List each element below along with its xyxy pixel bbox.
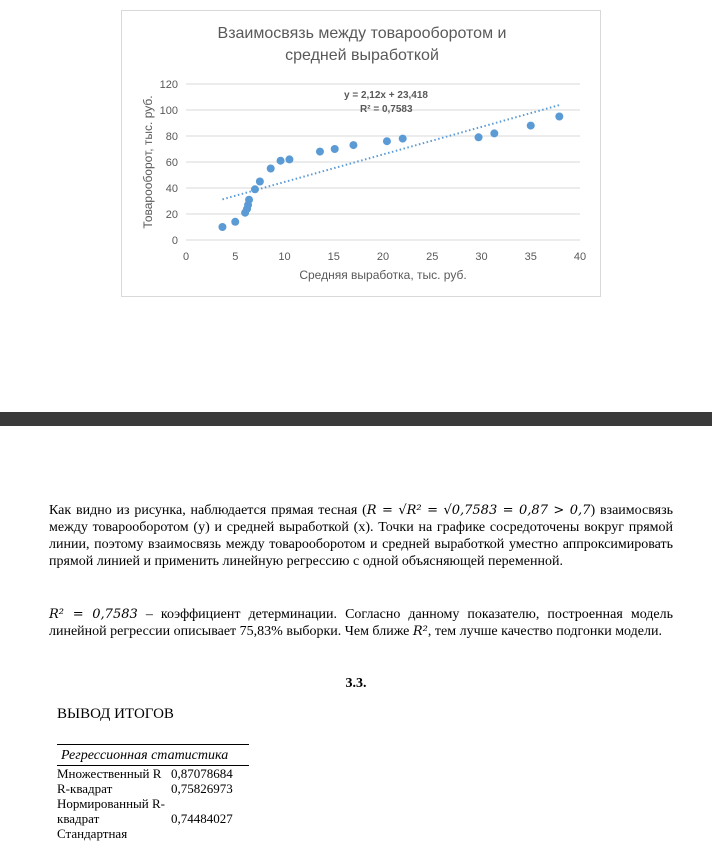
x-tick-label: 0 [182,251,190,263]
table-row [57,766,249,782]
para2-text-b: , тем лучше качество подгонки модели. [427,624,662,639]
trend-equation: y = 2,12x + 23,418 [344,90,428,101]
y-tick-label: 20 [165,209,178,221]
data-point [490,129,498,137]
data-point [285,155,293,163]
chart-container [121,10,601,297]
x-tick-label: 10 [278,251,291,263]
para2-text-a: – коэффициент детерминации. Согласно данному показателю, построенная модель линейной регрессии описывает 75,83% выборки. Чем ближе [49,607,673,639]
data-point [316,148,324,156]
y-tick-label: 120 [159,79,178,91]
r-squared-label: R² = 0,7583 [360,104,413,115]
x-axis-title: Средняя выработка, тыс. руб. [299,268,467,282]
section-number: 3.3. [345,676,367,691]
paragraph-correlation [49,502,673,570]
table-row [57,796,249,826]
trendline [222,105,559,199]
data-point [245,196,253,204]
row-label: Множественный R [57,766,162,781]
table-row [57,826,249,841]
data-point [527,122,535,130]
chart-title-line1: Взаимосвязь между товарооборотом и [217,25,507,42]
x-tick-label: 5 [232,251,239,263]
table-row [57,781,249,796]
data-point [383,137,391,145]
row-label: Нормированный R-квадрат [57,796,165,826]
x-tick-label: 40 [573,251,587,263]
para2-formula: R² = 0,7583 [49,607,138,622]
row-value: 0,75826973 [171,781,233,796]
y-tick-label: 40 [165,183,178,195]
para2-formula2: R² [412,624,428,639]
data-point [218,223,226,231]
y-axis-title: Товарооборот, тыс. руб. [141,95,155,229]
summary-title: ВЫВОД ИТОГОВ [57,706,174,722]
x-tick-label: 15 [327,251,340,263]
row-label: Стандартная [57,826,128,841]
y-tick-label: 80 [165,131,178,143]
y-tick-label: 0 [171,235,178,247]
row-value [167,826,249,841]
data-point [256,178,264,186]
page-separator [0,412,712,426]
x-tick-label: 30 [475,251,488,263]
data-point [231,218,239,226]
data-point [331,145,339,153]
data-point [349,141,357,149]
y-tick-label: 60 [165,157,178,169]
row-value: 0,87078684 [171,766,233,781]
regression-stats-table [57,744,249,841]
row-label: R-квадрат [57,781,113,796]
paragraph-determination [49,606,673,640]
data-point [277,157,285,165]
row-value: 0,74484027 [171,811,233,826]
table-header: Регрессионная статистика [57,745,249,766]
x-tick-label: 20 [376,251,390,263]
para1-text-b: ) взаимосвязь между товарооборотом (y) и средней выработкой (x). Точки на графике сосредоточены вокруг прямой линии, поэтому взаимосвязь между товарооборотом и средней выработкой уместно аппроксимировать прямой линией и применить линейную регрессию с одной объясняющей переменной. [49,503,673,569]
x-tick-label: 35 [524,251,537,263]
para1-formula: R = √R² = √0,7583 = 0,87 > 0,7 [366,503,591,518]
data-point [267,165,275,173]
data-point [399,135,407,143]
x-tick-label: 25 [426,251,439,263]
scatter-plot [122,11,602,298]
y-tick-label: 100 [159,105,178,117]
data-point [555,113,563,121]
chart-title-line2: средней выработкой [285,47,439,64]
table-header-row [57,745,249,766]
data-point [475,133,483,141]
data-point [251,185,259,193]
para1-text-a: Как видно из рисунка, наблюдается прямая тесная ( [49,503,367,518]
